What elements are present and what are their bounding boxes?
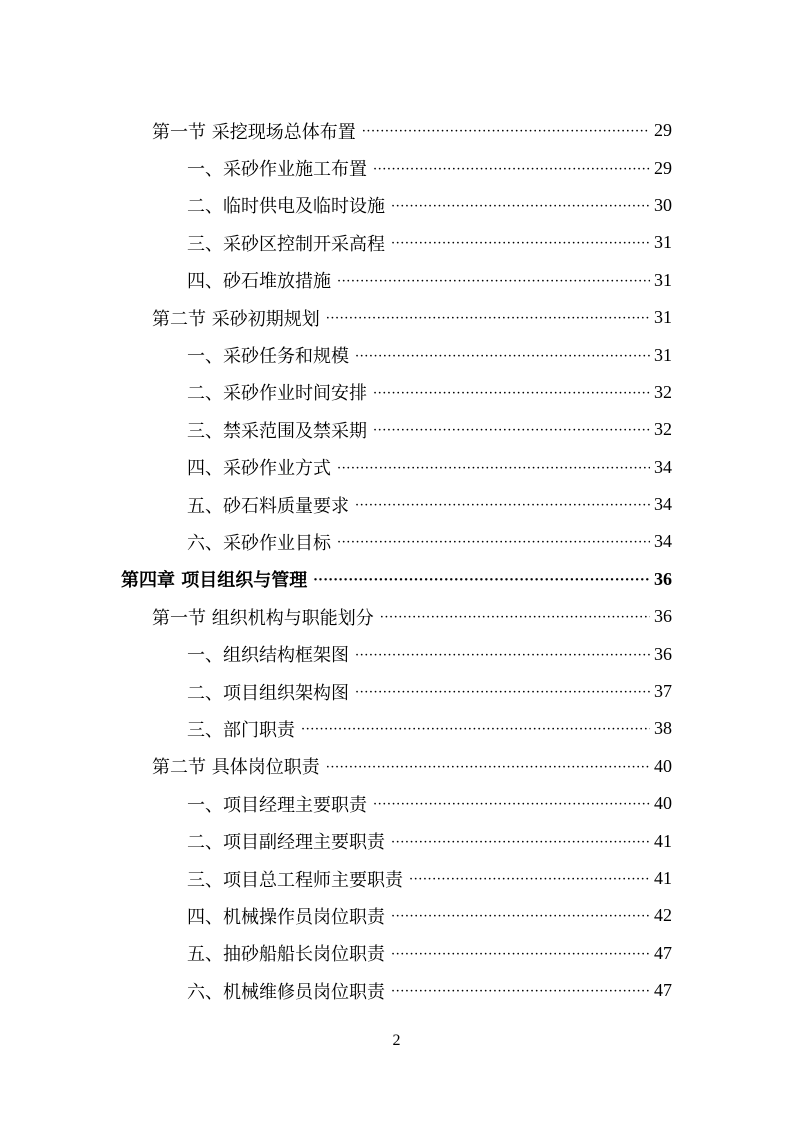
dot-leader bbox=[301, 722, 650, 737]
toc-entry-item[interactable] bbox=[0, 785, 793, 822]
toc-entry-page: 47 bbox=[654, 942, 672, 963]
toc-entry-page: 29 bbox=[654, 120, 672, 141]
toc-entry-page: 30 bbox=[654, 194, 672, 215]
toc-entry-item[interactable] bbox=[0, 935, 793, 972]
toc-entry-title: 四、砂石堆放措施 bbox=[187, 271, 331, 293]
dot-leader bbox=[355, 498, 650, 513]
dot-leader bbox=[313, 573, 650, 588]
toc-entry-item[interactable] bbox=[0, 860, 793, 897]
toc-entry-item[interactable] bbox=[0, 449, 793, 486]
toc-entry-title: 五、砂石料质量要求 bbox=[187, 495, 349, 517]
toc-entry-section[interactable] bbox=[0, 748, 793, 785]
toc-entry-page: 31 bbox=[654, 344, 672, 365]
toc-entry-item[interactable] bbox=[0, 411, 793, 448]
dot-leader bbox=[355, 685, 650, 700]
toc-entry-title: 二、采砂作业时间安排 bbox=[187, 383, 367, 405]
toc-entry-page: 40 bbox=[654, 793, 672, 814]
toc-entry-title: 一、采砂任务和规模 bbox=[187, 346, 349, 368]
dot-leader bbox=[373, 162, 650, 177]
toc-entry-title: 四、机械操作员岗位职责 bbox=[187, 906, 385, 928]
toc-entry-page: 41 bbox=[654, 868, 672, 888]
toc-entry-title: 三、采砂区控制开采高程 bbox=[187, 233, 385, 255]
table-of-contents bbox=[0, 112, 793, 1009]
toc-entry-item[interactable] bbox=[0, 187, 793, 224]
toc-entry-page: 38 bbox=[654, 718, 672, 739]
toc-entry-title: 二、项目组织架构图 bbox=[187, 682, 349, 704]
toc-entry-title: 一、采砂作业施工布置 bbox=[187, 159, 367, 181]
dot-leader bbox=[337, 461, 650, 476]
toc-entry-title: 三、禁采范围及禁采期 bbox=[187, 420, 367, 442]
toc-entry-item[interactable] bbox=[0, 336, 793, 373]
toc-entry-page: 31 bbox=[654, 232, 672, 253]
dot-leader bbox=[391, 984, 650, 999]
toc-entry-title: 第一节 组织机构与职能划分 bbox=[152, 607, 374, 629]
toc-entry-page: 32 bbox=[654, 381, 672, 402]
toc-entry-item[interactable] bbox=[0, 374, 793, 411]
toc-entry-page: 34 bbox=[654, 494, 672, 515]
toc-entry-title: 二、临时供电及临时设施 bbox=[187, 196, 385, 218]
toc-entry-title: 六、采砂作业目标 bbox=[187, 532, 331, 554]
toc-entry-page: 36 bbox=[654, 568, 672, 589]
dot-leader bbox=[391, 236, 650, 251]
toc-entry-page: 36 bbox=[654, 606, 672, 627]
toc-entry-page: 40 bbox=[654, 755, 672, 776]
dot-leader bbox=[337, 535, 650, 550]
toc-entry-title: 第二节 采砂初期规划 bbox=[152, 308, 320, 330]
toc-entry-section[interactable] bbox=[0, 112, 793, 149]
dot-leader bbox=[380, 610, 650, 625]
dot-leader bbox=[326, 760, 650, 775]
toc-entry-title: 三、项目总工程师主要职责 bbox=[187, 869, 403, 891]
toc-entry-chapter[interactable] bbox=[0, 561, 793, 598]
dot-leader bbox=[362, 124, 650, 139]
toc-entry-page: 37 bbox=[654, 681, 672, 702]
dot-leader bbox=[409, 872, 650, 887]
toc-entry-item[interactable] bbox=[0, 710, 793, 747]
dot-leader bbox=[355, 349, 650, 364]
toc-entry-title: 六、机械维修员岗位职责 bbox=[187, 981, 385, 1003]
toc-entry-page: 31 bbox=[654, 307, 672, 328]
toc-entry-title: 一、组织结构框架图 bbox=[187, 645, 349, 667]
toc-entry-page: 34 bbox=[654, 531, 672, 552]
toc-entry-title: 第一节 采挖现场总体布置 bbox=[152, 121, 356, 143]
toc-entry-section[interactable] bbox=[0, 598, 793, 635]
toc-entry-item[interactable] bbox=[0, 897, 793, 934]
toc-entry-title: 第二节 具体岗位职责 bbox=[152, 757, 320, 779]
dot-leader bbox=[373, 386, 650, 401]
toc-entry-item[interactable] bbox=[0, 224, 793, 261]
toc-entry-title: 二、项目副经理主要职责 bbox=[187, 832, 385, 854]
toc-entry-page: 29 bbox=[654, 157, 672, 178]
dot-leader bbox=[355, 648, 650, 663]
page-number: 2 bbox=[392, 1032, 401, 1049]
toc-entry-item[interactable] bbox=[0, 523, 793, 560]
toc-entry-section[interactable] bbox=[0, 299, 793, 336]
dot-leader bbox=[337, 274, 650, 289]
dot-leader bbox=[326, 311, 650, 326]
toc-entry-title: 一、项目经理主要职责 bbox=[187, 794, 367, 816]
toc-entry-title: 三、部门职责 bbox=[187, 719, 295, 741]
toc-entry-title: 第四章 项目组织与管理 bbox=[121, 570, 308, 592]
toc-entry-page: 34 bbox=[654, 456, 672, 477]
dot-leader bbox=[391, 909, 650, 924]
toc-entry-item[interactable] bbox=[0, 822, 793, 859]
dot-leader bbox=[391, 199, 650, 214]
toc-entry-item[interactable] bbox=[0, 972, 793, 1009]
toc-entry-item[interactable] bbox=[0, 262, 793, 299]
toc-entry-item[interactable] bbox=[0, 486, 793, 523]
dot-leader bbox=[373, 423, 650, 438]
toc-entry-page: 32 bbox=[654, 419, 672, 440]
dot-leader bbox=[373, 797, 650, 812]
toc-entry-page: 31 bbox=[654, 269, 672, 290]
toc-entry-page: 47 bbox=[654, 980, 672, 1001]
toc-entry-page: 41 bbox=[654, 830, 672, 851]
toc-entry-page: 36 bbox=[654, 643, 672, 664]
toc-entry-item[interactable] bbox=[0, 635, 793, 672]
toc-entry-title: 四、采砂作业方式 bbox=[187, 458, 331, 480]
toc-entry-item[interactable] bbox=[0, 673, 793, 710]
toc-entry-item[interactable] bbox=[0, 149, 793, 186]
toc-entry-page: 42 bbox=[654, 905, 672, 926]
toc-entry-title: 五、抽砂船船长岗位职责 bbox=[187, 944, 385, 966]
dot-leader bbox=[391, 947, 650, 962]
dot-leader bbox=[391, 835, 650, 850]
